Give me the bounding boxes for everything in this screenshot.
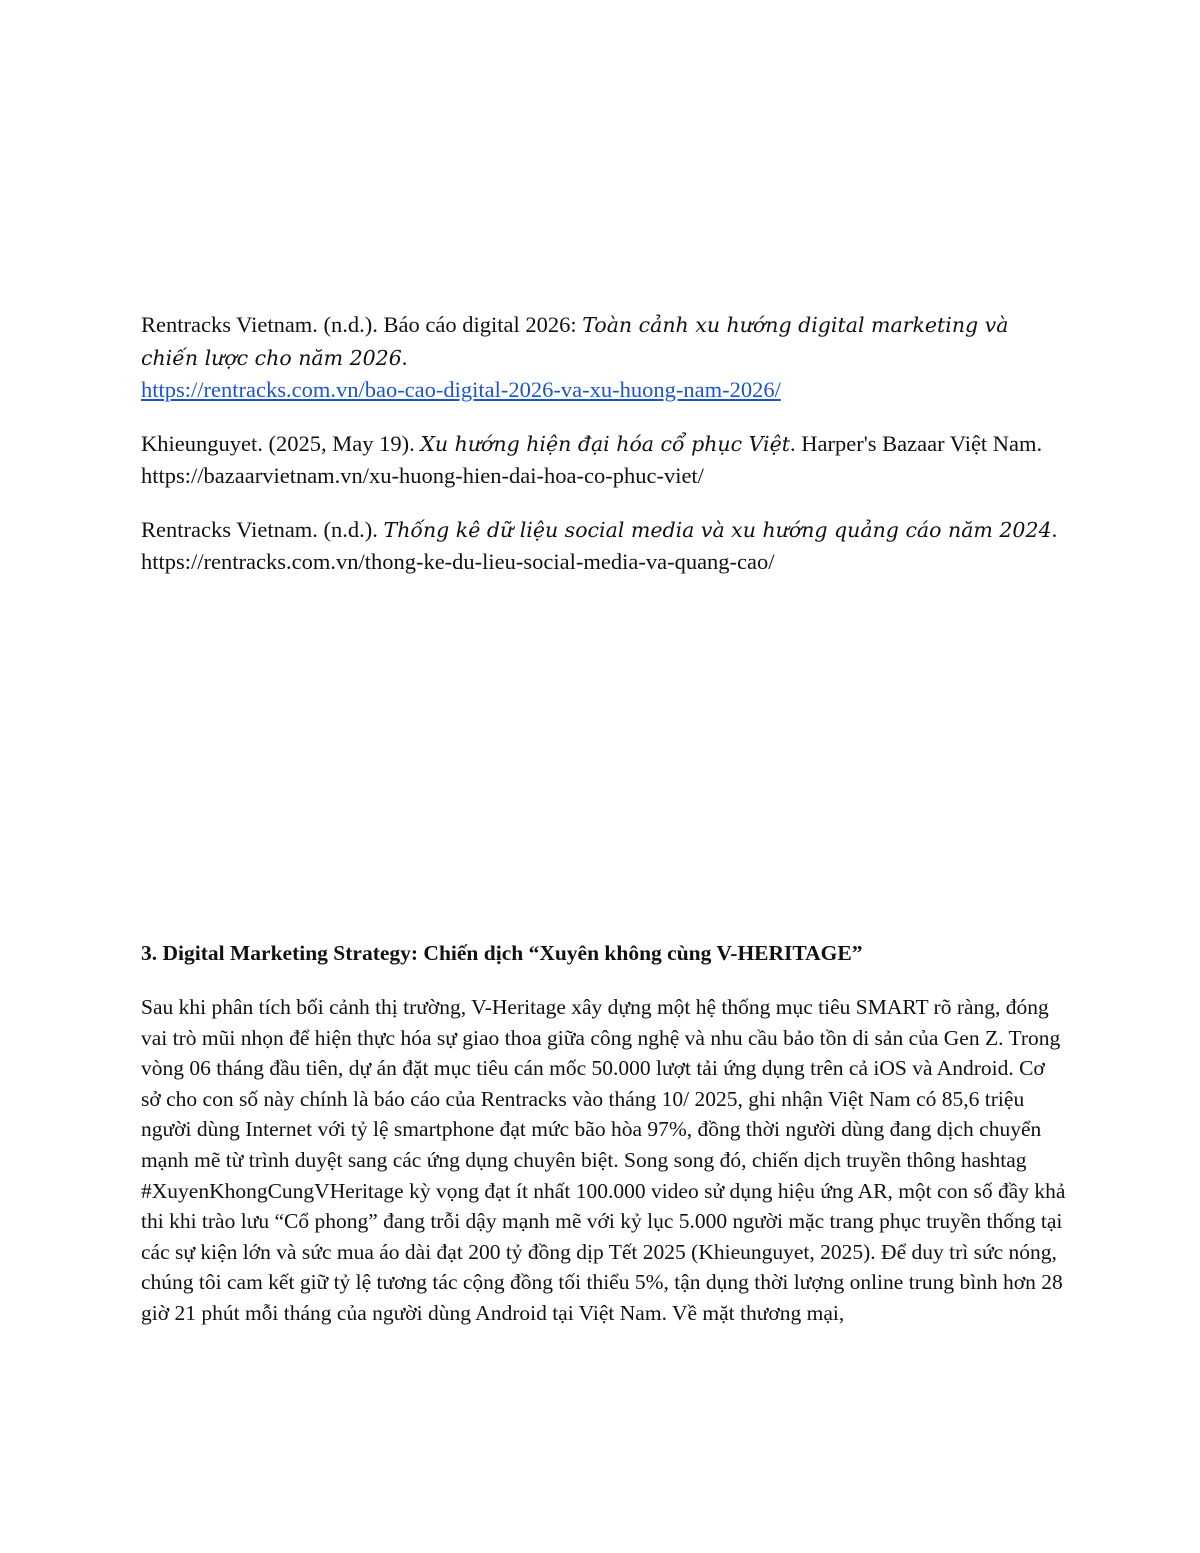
reference-link[interactable]: https://rentracks.com.vn/bao-cao-digital-2026-va-xu-huong-nam-2026/ [141,377,781,402]
reference-author: Khieunguyet. (2025, May 19). [141,430,421,456]
reference-after-title: . Harper's Bazaar Việt Nam. https://bazaarvietnam.vn/xu-huong-hien-dai-hoa-co-phuc-viet/ [141,430,1043,488]
reference-item-1 [141,309,1071,406]
reference-item-2 [141,428,1071,492]
reference-title: Toàn cảnh xu hướng digital marketing và chiến lược cho năm 2026 [141,313,1009,370]
reference-author: Rentracks Vietnam. (n.d.). [141,516,384,542]
reference-after-title: . https://rentracks.com.vn/thong-ke-du-lieu-social-media-va-quang-cao/ [141,516,1058,574]
reference-after-title: . [401,344,408,370]
section-heading: 3. Digital Marketing Strategy: Chiến dịch “Xuyên không cùng V-HERITAGE” [141,941,863,965]
reference-author: Rentracks Vietnam. (n.d.). Báo cáo digital 2026: [141,312,583,337]
reference-title: Thống kê dữ liệu social media và xu hướng quảng cáo năm 2024 [383,517,1052,542]
reference-title: Xu hướng hiện đại hóa cổ phục Việt [420,431,790,456]
reference-list [141,309,1071,600]
section-body: Sau khi phân tích bối cảnh thị trường, V-Heritage xây dựng một hệ thống mục tiêu SMART rõ ràng, đóng vai trò mũi nhọn để hiện thực hóa sự giao thoa giữa công nghệ và nhu cầu bảo tồn di sản của Gen Z. Trong vòng 06 tháng đầu tiên, dự án đặt mục tiêu cán mốc 50.000 lượt tải ứng dụng trên cả iOS và Android. Cơ sở cho con số này chính là báo cáo của Rentracks vào tháng 10/ 2025, ghi nhận Việt Nam có 85,6 triệu người dùng Internet với tỷ lệ smartphone đạt mức bão hòa 97%, đồng thời người dùng đang dịch chuyển mạnh mẽ từ trình duyệt sang các ứng dụng chuyên biệt. Song song đó, chiến dịch truyền thông hashtag #XuyenKhongCungVHeritage kỳ vọng đạt ít nhất 100.000 video sử dụng hiệu ứng AR, một con số đầy khả thi khi trào lưu “Cổ phong” đang trỗi dậy mạnh mẽ với kỷ lục 5.000 người mặc trang phục truyền thống tại các sự kiện lớn và sức mua áo dài đạt 200 tỷ đồng dịp Tết 2025 (Khieunguyet, 2025). Để duy trì sức nóng, chúng tôi cam kết giữ tỷ lệ tương tác cộng đồng tối thiểu 5%, tận dụng thời lượng online trung bình hơn 28 giờ 21 phút mỗi tháng của người dùng Android tại Việt Nam. Về mặt thương mại, [141,995,1066,1325]
reference-item-3 [141,514,1071,578]
strategy-section [141,938,1066,1329]
